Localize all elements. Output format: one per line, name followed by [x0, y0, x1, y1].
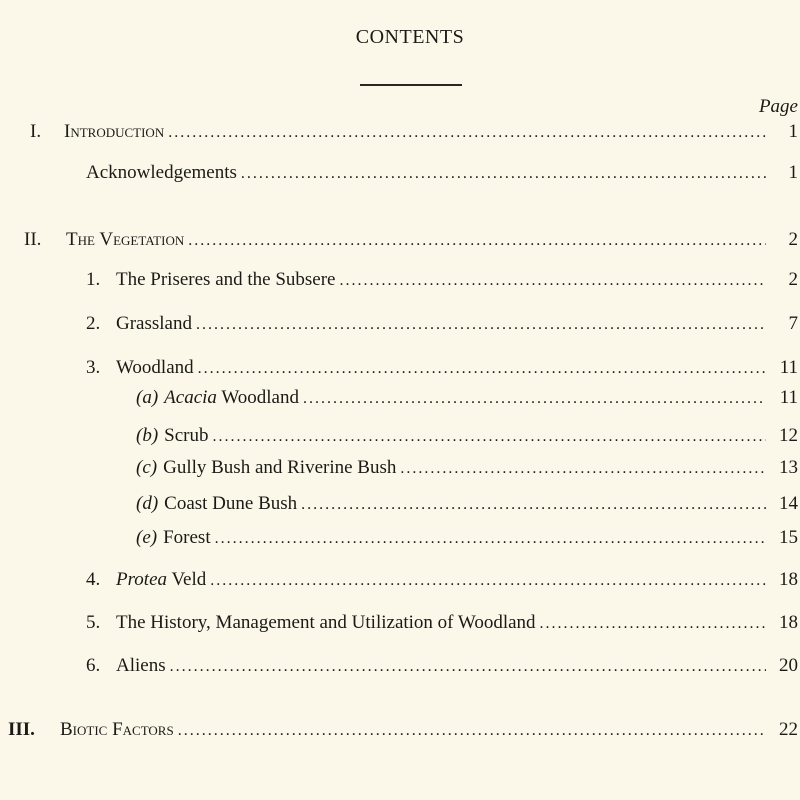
toc-letter [136, 492, 158, 516]
toc-page-number: 18 [779, 569, 798, 590]
toc-title-italic: Protea [116, 569, 168, 590]
toc-leader-dots [212, 425, 766, 449]
toc-leader-dots [198, 357, 766, 381]
toc-letter [136, 424, 158, 448]
toc-leader-dots [540, 612, 766, 636]
toc-numeral: I. [30, 121, 42, 142]
toc-page-number: 1 [788, 162, 798, 183]
toc-entry-gully-bush[interactable] [136, 456, 798, 480]
toc-page-number: 7 [788, 313, 798, 334]
toc-entry-protea-veld[interactable] [86, 568, 798, 592]
toc-numeral: III. [8, 719, 35, 740]
toc-page-number: 2 [788, 229, 798, 250]
toc-entry-scrub[interactable] [136, 424, 798, 448]
toc-title [164, 386, 299, 410]
toc-entry-acknowledgements[interactable] [86, 161, 798, 185]
toc-title [116, 568, 206, 592]
toc-title-italic: Acacia [164, 387, 217, 408]
toc-numeral: II. [24, 229, 42, 250]
toc-entry-history-management[interactable] [86, 611, 798, 635]
toc-leader-dots [196, 313, 766, 337]
toc-number: 4. [86, 569, 101, 590]
toc-title: Coast Dune Bush [164, 493, 298, 514]
page-title: CONTENTS [355, 26, 465, 48]
toc-title: The History, Management and Utilization of Woodland [116, 612, 536, 633]
toc-title: Aliens [116, 655, 166, 676]
toc-page-number: 20 [779, 655, 798, 676]
toc-letter-text: (d) [136, 493, 159, 514]
toc-page-number: 15 [779, 527, 798, 548]
toc-leader-dots [215, 527, 766, 551]
toc-page-number: 13 [779, 457, 798, 478]
toc-entry-introduction[interactable] [30, 120, 798, 144]
toc-number: 6. [86, 655, 101, 676]
toc-entry-aliens[interactable] [86, 654, 798, 678]
toc-leader-dots [301, 493, 766, 517]
toc-number: 5. [86, 612, 101, 633]
toc-page-number: 1 [788, 121, 798, 142]
toc-entry-the-vegetation[interactable] [24, 228, 798, 252]
toc-title: Grassland [116, 313, 192, 334]
toc-entry-biotic-factors[interactable] [8, 718, 798, 742]
toc-entry-coast-dune-bush[interactable] [136, 492, 798, 516]
toc-title-text: Woodland [221, 387, 299, 408]
toc-letter-text: (c) [136, 457, 158, 478]
toc-entry-priseres[interactable] [86, 268, 798, 292]
toc-letter [136, 386, 158, 410]
toc-page-number: 12 [779, 425, 798, 446]
toc-entry-acacia-woodland[interactable] [136, 386, 798, 410]
toc-entry-woodland[interactable] [86, 356, 798, 380]
toc-entry-grassland[interactable] [86, 312, 798, 336]
toc-page-number: 14 [779, 493, 798, 514]
toc-leader-dots [168, 121, 766, 145]
toc-letter-text: (b) [136, 425, 159, 446]
toc-letter-text: (a) [136, 387, 159, 408]
toc-leader-dots [170, 655, 766, 679]
toc-title-text: Veld [171, 569, 207, 590]
toc-leader-dots [210, 569, 766, 593]
toc-letter [136, 456, 157, 480]
toc-leader-dots [241, 162, 766, 186]
toc-leader-dots [188, 229, 766, 253]
toc-title: Gully Bush and Riverine Bush [163, 457, 397, 478]
toc-title: The Priseres and the Subsere [116, 269, 336, 290]
toc-title: The Vegetation [66, 229, 185, 250]
toc-page-number: 11 [779, 387, 798, 408]
toc-title: Biotic Factors [60, 719, 174, 740]
toc-title: Woodland [116, 357, 194, 378]
title-underline [360, 84, 462, 86]
toc-entry-forest[interactable] [136, 526, 798, 550]
toc-leader-dots [400, 457, 766, 481]
toc-page-number: 22 [779, 719, 798, 740]
toc-number: 1. [86, 269, 101, 290]
toc-number: 2. [86, 313, 101, 334]
toc-page-number: 18 [779, 612, 798, 633]
toc-leader-dots [178, 719, 766, 743]
toc-letter [136, 526, 157, 550]
toc-title: Forest [163, 527, 211, 548]
toc-number: 3. [86, 357, 101, 378]
toc-leader-dots [303, 387, 766, 411]
toc-title: Introduction [64, 121, 165, 142]
toc-page-number: 2 [788, 269, 798, 290]
toc-title: Scrub [164, 425, 209, 446]
toc-page-number: 11 [779, 357, 798, 378]
toc-title: Acknowledgements [86, 162, 237, 183]
toc-leader-dots [340, 269, 767, 293]
page-column-heading: Page [758, 96, 798, 117]
toc-letter-text: (e) [136, 527, 158, 548]
